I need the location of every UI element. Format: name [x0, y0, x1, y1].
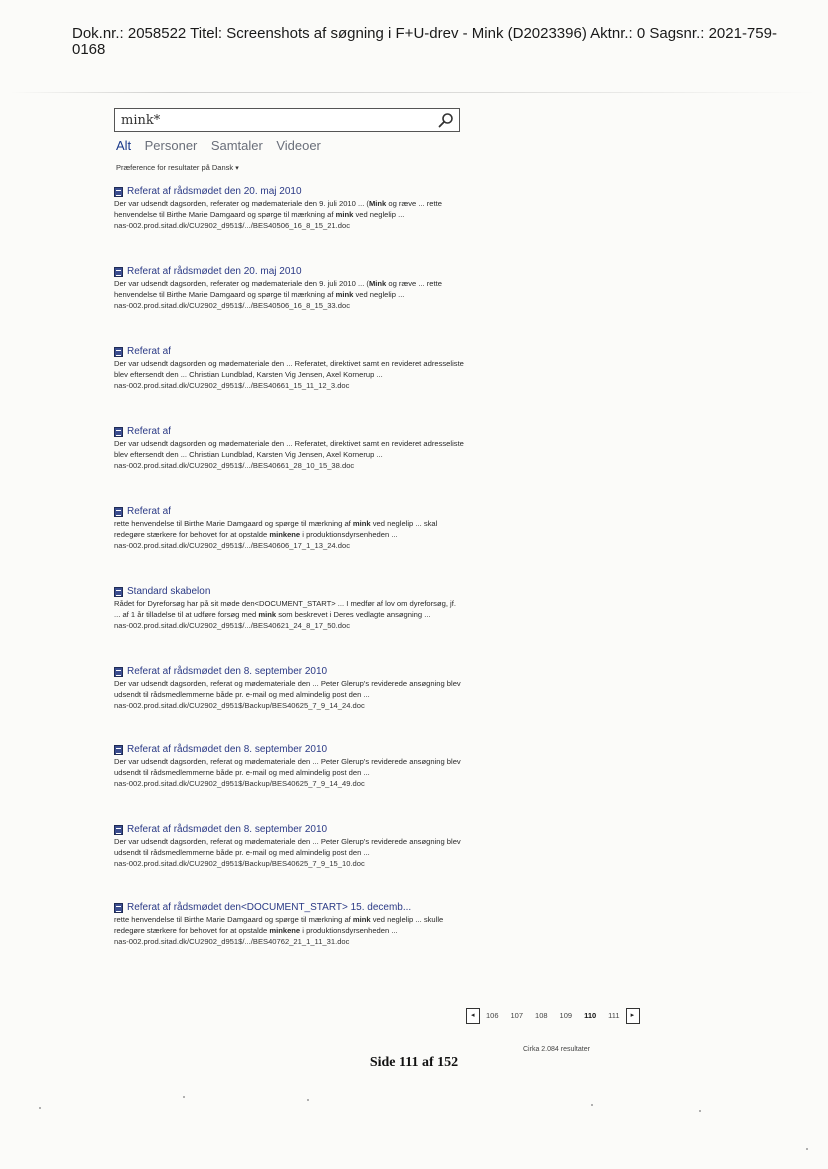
pagination — [466, 1007, 640, 1025]
tab-personer[interactable]: Personer — [144, 138, 198, 153]
tab-videoer[interactable]: Videoer — [276, 138, 321, 153]
tab-samtaler[interactable]: Samtaler — [210, 138, 263, 153]
result-title-link[interactable] — [114, 346, 464, 358]
result-url[interactable]: nas-002.prod.sitad.dk/CU2902_d951$/.../BES40621_24_8_17_50.doc — [114, 621, 351, 630]
page-link[interactable]: 110 — [584, 1011, 597, 1021]
result-url[interactable]: nas-002.prod.sitad.dk/CU2902_d951$/.../BES40606_17_1_13_24.doc — [114, 541, 351, 550]
search-box — [114, 108, 460, 132]
scan-speck — [591, 1104, 593, 1106]
result-snippet: Der var udsendt dagsorden, referat og mødemateriale den ... Peter Glerup's reviderede ansøgning blev udsendt til rådsmedlemmerne både pr. e-mail og med almindelig post den ... — [114, 757, 461, 777]
result-url[interactable]: nas-002.prod.sitad.dk/CU2902_d951$/.../BES40661_28_10_15_38.doc — [114, 461, 355, 470]
result-url[interactable]: nas-002.prod.sitad.dk/CU2902_d951$/.../BES40762_21_1_11_31.doc — [114, 937, 350, 946]
result-title-link[interactable] — [114, 824, 464, 836]
search-icon[interactable] — [438, 112, 454, 128]
result-url[interactable]: nas-002.prod.sitad.dk/CU2902_d951$/Backup/BES40625_7_9_15_10.doc — [114, 859, 365, 868]
result-snippet: rette henvendelse til Birthe Marie Damgaard og spørge til mærkning af mink ved neglelip ... skulle redegøre stærkere for behovet for at opstalde minkene i produktionsdyrsenheden ... — [114, 915, 444, 935]
result-item — [114, 506, 464, 551]
result-title-link[interactable] — [114, 266, 464, 278]
word-document-icon — [114, 903, 123, 913]
page-link[interactable]: 108 — [535, 1011, 548, 1021]
result-title: Referat af rådsmødet den 20. maj 2010 — [127, 186, 302, 197]
result-url[interactable]: nas-002.prod.sitad.dk/CU2902_d951$/Backup/BES40625_7_9_14_49.doc — [114, 779, 365, 788]
page-number: Side 111 af 152 — [369, 1055, 459, 1070]
result-title-link[interactable] — [114, 744, 464, 756]
result-snippet: rette henvendelse til Birthe Marie Damgaard og spørge til mærkning af mink ved neglelip ... skal redegøre stærkere for behovet for at opstalde minkene i produktionsdyrsenheden ... — [114, 519, 438, 539]
search-tabs — [116, 137, 330, 155]
result-url[interactable]: nas-002.prod.sitad.dk/CU2902_d951$/.../BES40506_16_8_15_21.doc — [114, 221, 351, 230]
result-title: Referat af rådsmødet den 8. september 2010 — [127, 744, 328, 755]
word-document-icon — [114, 667, 123, 677]
result-title: Referat af rådsmødet den 8. september 2010 — [127, 824, 328, 835]
result-title-link[interactable] — [114, 186, 464, 198]
result-snippet: Rådet for Dyreforsøg har på sit møde den<DOCUMENT_START> ... I medfør af lov om dyreforsøg, jf. ... af 1 år tilladelse til at udføre forsøg med mink som beskrevet i Deres vedlagte ansøgning ... — [114, 599, 456, 619]
result-item — [114, 346, 464, 391]
result-title: Referat af — [127, 346, 171, 357]
tab-alt[interactable]: Alt — [116, 138, 132, 153]
word-document-icon — [114, 267, 123, 277]
scan-speck — [699, 1110, 701, 1112]
language-preference-label: Præference for resultater på Dansk — [116, 163, 234, 172]
search-input[interactable] — [121, 111, 421, 129]
result-url[interactable]: nas-002.prod.sitad.dk/CU2902_d951$/Backup/BES40625_7_9_14_24.doc — [114, 701, 365, 710]
result-title: Standard skabelon — [127, 586, 211, 597]
word-document-icon — [114, 587, 123, 597]
result-item — [114, 426, 464, 471]
result-title-link[interactable] — [114, 426, 464, 438]
word-document-icon — [114, 507, 123, 517]
result-item — [114, 266, 464, 311]
result-snippet: Der var udsendt dagsorden og mødemateriale den ... Referatet, direktivet samt en revideret adresseliste blev eftersendt den ... Christian Lundblad, Karsten Vig Jensen, Axel Kornerup ... — [114, 439, 464, 459]
result-title-link[interactable] — [114, 506, 464, 518]
scan-speck — [39, 1107, 41, 1109]
result-item — [114, 902, 464, 947]
result-item — [114, 586, 464, 631]
page-link[interactable]: 107 — [510, 1011, 524, 1021]
result-url[interactable]: nas-002.prod.sitad.dk/CU2902_d951$/.../BES40661_15_11_12_3.doc — [114, 381, 350, 390]
next-page-icon: ▸ — [630, 1011, 635, 1019]
result-item — [114, 744, 464, 789]
result-snippet: Der var udsendt dagsorden, referater og mødemateriale den 9. juli 2010 ... (Mink og ræve ... rette henvendelse til Birthe Marie Damgaard og spørge til mærkning af mink ved neglelip ... — [114, 279, 442, 299]
result-title: Referat af rådsmødet den 8. september 2010 — [127, 666, 328, 677]
scan-speck — [806, 1148, 808, 1150]
scan-speck — [183, 1096, 185, 1098]
word-document-icon — [114, 427, 123, 437]
page-link[interactable]: 109 — [559, 1011, 573, 1021]
page-link[interactable]: 111 — [608, 1011, 620, 1021]
page-link[interactable]: 106 — [486, 1011, 499, 1021]
previous-page-button[interactable] — [466, 1008, 480, 1024]
result-title: Referat af — [127, 426, 171, 437]
previous-page-icon: ◂ — [471, 1011, 475, 1019]
scan-speck — [307, 1099, 309, 1101]
result-title: Referat af — [127, 506, 171, 517]
result-title-link[interactable] — [114, 666, 464, 678]
word-document-icon — [114, 347, 123, 357]
header-divider — [10, 92, 818, 93]
result-count: Cirka 2.084 resultater — [523, 1046, 590, 1053]
caret-down-icon: ▾ — [235, 165, 239, 172]
result-title: Referat af rådsmødet den<DOCUMENT_START> 15. decemb... — [127, 902, 412, 913]
result-item — [114, 824, 464, 869]
result-title: Referat af rådsmødet den 20. maj 2010 — [127, 266, 302, 277]
result-item — [114, 666, 464, 711]
word-document-icon — [114, 745, 123, 755]
word-document-icon — [114, 187, 123, 197]
document-header: Dok.nr.: 2058522 Titel: Screenshots af søgning i F+U-drev - Mink (D2023396) Aktnr.: 0 Sagsnr.: 2021-759-0168 — [72, 25, 777, 58]
result-snippet: Der var udsendt dagsorden, referater og mødemateriale den 9. juli 2010 ... (Mink og ræve ... rette henvendelse til Birthe Marie Damgaard og spørge til mærkning af mink ved neglelip ... — [114, 199, 442, 219]
result-snippet: Der var udsendt dagsorden, referat og mødemateriale den ... Peter Glerup's reviderede ansøgning blev udsendt til rådsmedlemmerne både pr. e-mail og med almindelig post den ... — [114, 837, 461, 857]
result-snippet: Der var udsendt dagsorden og mødemateriale den ... Referatet, direktivet samt en revideret adresseliste blev eftersendt den ... Christian Lundblad, Karsten Vig Jensen, Axel Kornerup ... — [114, 359, 464, 379]
result-snippet: Der var udsendt dagsorden, referat og mødemateriale den ... Peter Glerup's reviderede ansøgning blev udsendt til rådsmedlemmerne både pr. e-mail og med almindelig post den ... — [114, 679, 461, 699]
result-item — [114, 186, 464, 231]
language-preference[interactable] — [116, 163, 239, 172]
word-document-icon — [114, 825, 123, 835]
next-page-button[interactable] — [626, 1008, 640, 1024]
result-title-link[interactable] — [114, 902, 464, 914]
result-title-link[interactable] — [114, 586, 464, 598]
result-url[interactable]: nas-002.prod.sitad.dk/CU2902_d951$/.../BES40506_16_8_15_33.doc — [114, 301, 351, 310]
